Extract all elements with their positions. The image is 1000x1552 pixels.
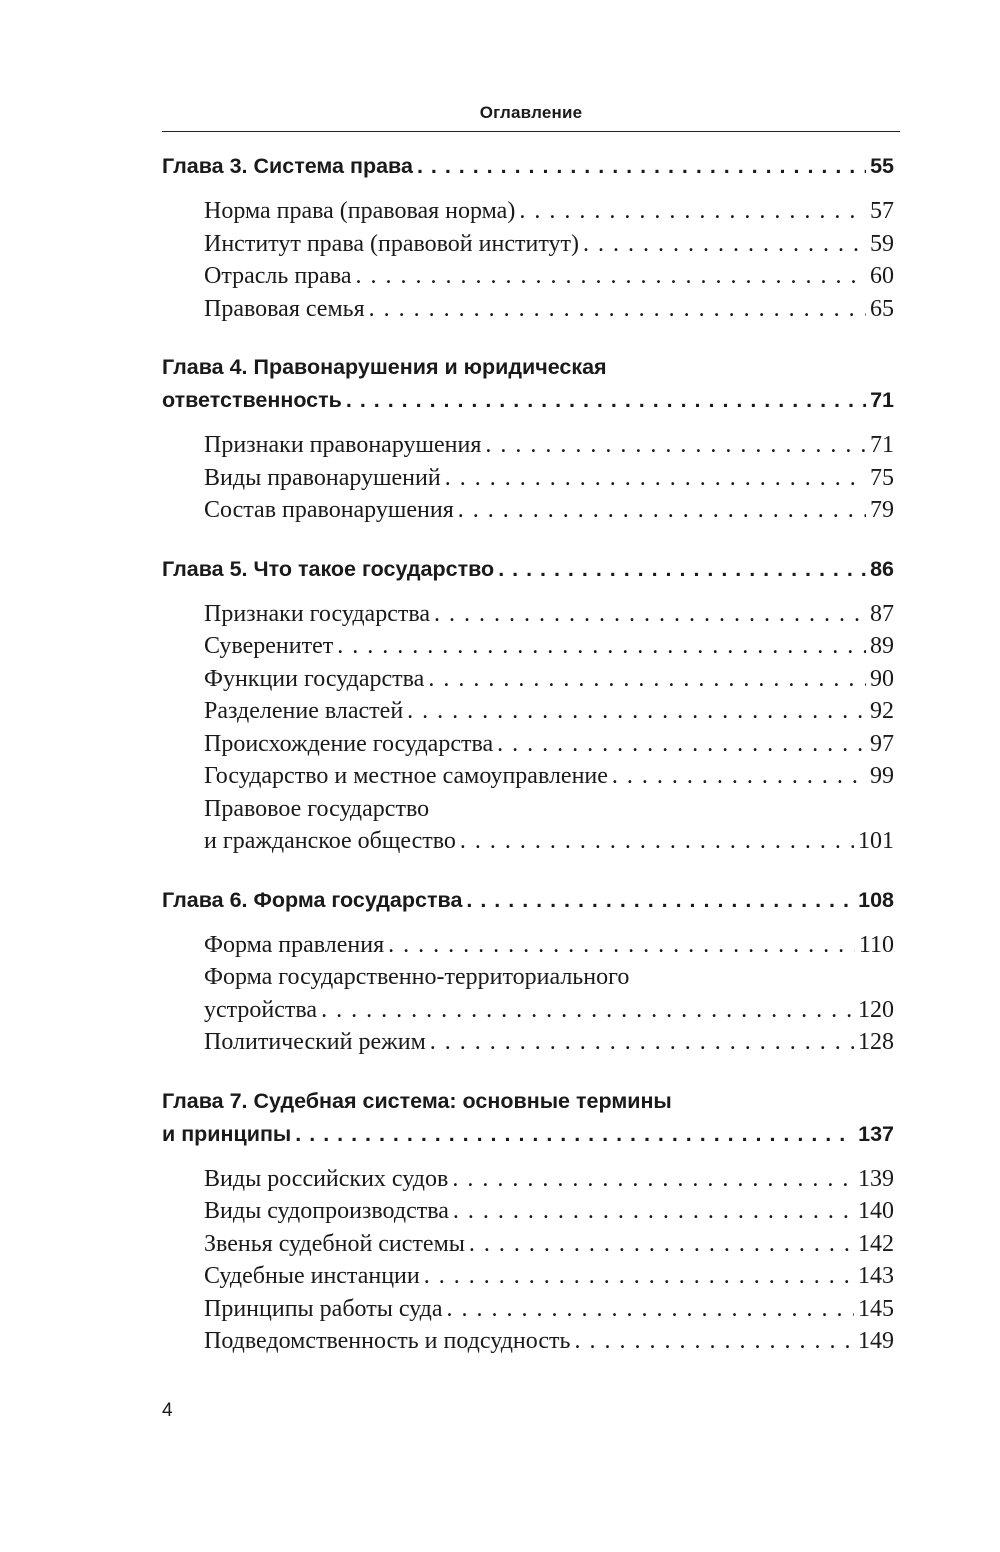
chapter-page-number: 137 — [858, 1121, 894, 1146]
chapter-title-line — [162, 351, 894, 384]
dot-leader — [497, 728, 866, 761]
section-page-number: 145 — [858, 1295, 894, 1322]
section-title-line — [204, 293, 894, 326]
dot-leader — [458, 494, 866, 527]
chapter-title: Глава 4. Правонарушения и юридическая — [162, 355, 607, 379]
section-title-line — [204, 825, 894, 858]
running-head: Оглавление — [479, 103, 583, 122]
section-title: Судебные инстанции — [204, 1263, 420, 1289]
dot-leader — [583, 228, 866, 261]
section-entry[interactable] — [204, 429, 894, 462]
section-title: Правовое государство — [204, 795, 430, 822]
section-entry[interactable] — [204, 663, 894, 696]
dot-leader — [485, 429, 866, 462]
section-title: Звенья судебной системы — [204, 1230, 465, 1257]
section-title: Институт права (правовой институт) — [204, 230, 579, 257]
section-title-line — [204, 663, 894, 696]
section-entry[interactable] — [204, 260, 894, 293]
dot-leader — [356, 260, 866, 293]
dot-leader — [417, 150, 866, 183]
dot-leader — [466, 884, 854, 917]
dot-leader — [388, 929, 855, 962]
chapter-title-line — [162, 150, 894, 183]
section-title-line — [204, 793, 894, 826]
section-title: и гражданское общество — [204, 828, 456, 854]
chapter-entry[interactable] — [162, 884, 894, 917]
dot-leader — [434, 598, 866, 631]
dot-leader — [612, 760, 866, 793]
section-title: Виды российских судов — [204, 1165, 449, 1192]
chapter-entry[interactable] — [162, 1085, 894, 1151]
section-title: Признаки правонарушения — [204, 432, 482, 458]
chapter-title-line — [162, 1085, 894, 1118]
section-page-number: 101 — [858, 828, 894, 854]
section-title: Норма права (правовая норма) — [204, 198, 516, 224]
dot-leader — [445, 462, 866, 495]
toc-chapter-group — [162, 553, 894, 858]
chapter-entry[interactable] — [162, 351, 894, 417]
section-title: Форма правления — [204, 931, 385, 958]
section-entry[interactable] — [204, 195, 894, 228]
chapter-title: ответственность — [162, 388, 342, 412]
section-title: Суверенитет — [204, 633, 334, 659]
section-page-number: 60 — [870, 263, 894, 289]
section-title: Функции государства — [204, 665, 425, 692]
section-title-line — [204, 1325, 894, 1358]
section-title-line — [204, 228, 894, 261]
section-entry[interactable] — [204, 630, 894, 663]
dot-leader — [453, 1195, 854, 1228]
section-page-number: 79 — [870, 497, 894, 523]
section-page-number: 59 — [870, 230, 894, 257]
section-title-line — [204, 760, 894, 793]
dot-leader — [346, 384, 866, 417]
section-title-line — [204, 598, 894, 631]
chapter-title: Глава 7. Судебная система: основные термины — [162, 1088, 672, 1113]
section-page-number: 65 — [870, 295, 894, 322]
section-title: Форма государственно-территориального — [204, 964, 630, 990]
section-page-number: 128 — [858, 1029, 894, 1055]
section-page-number: 97 — [870, 730, 894, 757]
dot-leader — [337, 630, 866, 663]
section-title: Происхождение государства — [204, 730, 494, 757]
section-list — [162, 598, 894, 858]
section-page-number: 140 — [858, 1198, 894, 1224]
section-page-number: 120 — [858, 996, 894, 1023]
chapter-title: Глава 5. Что такое государство — [162, 556, 495, 581]
section-entry[interactable] — [204, 1325, 894, 1358]
dot-leader — [407, 695, 866, 728]
chapter-title: и принципы — [162, 1121, 292, 1146]
section-page-number: 99 — [870, 763, 894, 789]
section-title: Состав правонарушения — [204, 497, 454, 523]
dot-leader — [424, 1260, 854, 1293]
dot-leader — [447, 1293, 854, 1326]
dot-leader — [452, 1163, 854, 1196]
toc-chapter-group — [162, 1085, 894, 1358]
section-title: Государство и местное самоуправление — [204, 763, 608, 789]
section-entry[interactable] — [204, 961, 894, 1026]
section-title-line — [204, 1026, 894, 1059]
section-title: Правовая семья — [204, 295, 365, 322]
section-page-number: 143 — [858, 1263, 894, 1289]
section-title-line — [204, 994, 894, 1027]
chapter-title: Глава 6. Форма государства — [162, 887, 463, 912]
toc-chapter-group — [162, 351, 894, 527]
section-title: Разделение властей — [204, 698, 404, 724]
section-title-line — [204, 929, 894, 962]
section-title-line — [204, 494, 894, 527]
dot-leader — [295, 1118, 854, 1151]
section-page-number: 149 — [858, 1328, 894, 1354]
section-page-number: 92 — [870, 698, 894, 724]
dot-leader — [369, 293, 866, 326]
section-title-line — [204, 1228, 894, 1261]
section-page-number: 57 — [870, 198, 894, 224]
dot-leader — [430, 1026, 854, 1059]
section-title-line — [204, 630, 894, 663]
table-of-contents — [162, 150, 894, 1384]
section-page-number: 142 — [858, 1230, 894, 1257]
section-title-line — [204, 728, 894, 761]
section-entry[interactable] — [204, 293, 894, 326]
section-entry[interactable] — [204, 793, 894, 858]
section-title-line — [204, 961, 894, 994]
section-page-number: 89 — [870, 633, 894, 659]
section-list — [162, 929, 894, 1059]
section-entry[interactable] — [204, 695, 894, 728]
page-number: 4 — [162, 1400, 173, 1421]
section-title: Подведомственность и подсудность — [204, 1328, 571, 1354]
section-page-number: 139 — [858, 1165, 894, 1192]
section-entry[interactable] — [204, 1228, 894, 1261]
dot-leader — [469, 1228, 854, 1261]
section-entry[interactable] — [204, 1163, 894, 1196]
chapter-entry[interactable] — [162, 553, 894, 586]
section-title: Принципы работы суда — [204, 1295, 443, 1322]
dot-leader — [574, 1325, 854, 1358]
section-title-line — [204, 1163, 894, 1196]
chapter-title-line — [162, 1118, 894, 1151]
section-entry[interactable] — [204, 728, 894, 761]
section-page-number: 71 — [870, 432, 894, 458]
section-entry[interactable] — [204, 228, 894, 261]
toc-chapter-group — [162, 150, 894, 325]
section-entry[interactable] — [204, 1293, 894, 1326]
section-entry[interactable] — [204, 1195, 894, 1228]
chapter-title-line — [162, 384, 894, 417]
section-title-line — [204, 1293, 894, 1326]
chapter-page-number: 108 — [858, 887, 894, 912]
dot-leader — [460, 825, 854, 858]
section-title-line — [204, 695, 894, 728]
section-title: Политический режим — [204, 1029, 426, 1055]
section-page-number: 110 — [858, 931, 894, 958]
section-title-line — [204, 260, 894, 293]
section-title: Виды судопроизводства — [204, 1198, 449, 1224]
section-entry[interactable] — [204, 1026, 894, 1059]
section-list — [162, 195, 894, 325]
chapter-title-line — [162, 884, 894, 917]
dot-leader — [428, 663, 866, 696]
section-entry[interactable] — [204, 494, 894, 527]
dot-leader — [519, 195, 866, 228]
toc-chapter-group — [162, 884, 894, 1059]
chapter-page-number: 55 — [870, 154, 894, 178]
chapter-title: Глава 3. Система права — [162, 154, 413, 178]
section-list — [162, 429, 894, 527]
section-entry[interactable] — [204, 929, 894, 962]
chapter-entry[interactable] — [162, 150, 894, 183]
section-title: Признаки государства — [204, 600, 430, 627]
section-title-line — [204, 429, 894, 462]
section-page-number: 75 — [870, 464, 894, 491]
section-title-line — [204, 1195, 894, 1228]
section-entry[interactable] — [204, 462, 894, 495]
section-title: устройства — [204, 996, 318, 1023]
chapter-title-line — [162, 553, 894, 586]
section-title-line — [204, 1260, 894, 1293]
chapter-page-number: 71 — [870, 388, 894, 412]
section-list — [162, 1163, 894, 1358]
section-title: Виды правонарушений — [204, 464, 441, 491]
dot-leader — [498, 553, 866, 586]
header-rule — [162, 131, 900, 132]
section-entry[interactable] — [204, 760, 894, 793]
section-title: Отрасль права — [204, 263, 352, 289]
section-title-line — [204, 462, 894, 495]
section-entry[interactable] — [204, 598, 894, 631]
dot-leader — [321, 994, 854, 1027]
section-title-line — [204, 195, 894, 228]
section-entry[interactable] — [204, 1260, 894, 1293]
section-page-number: 87 — [870, 600, 894, 627]
chapter-page-number: 86 — [870, 556, 894, 581]
section-page-number: 90 — [870, 665, 894, 692]
